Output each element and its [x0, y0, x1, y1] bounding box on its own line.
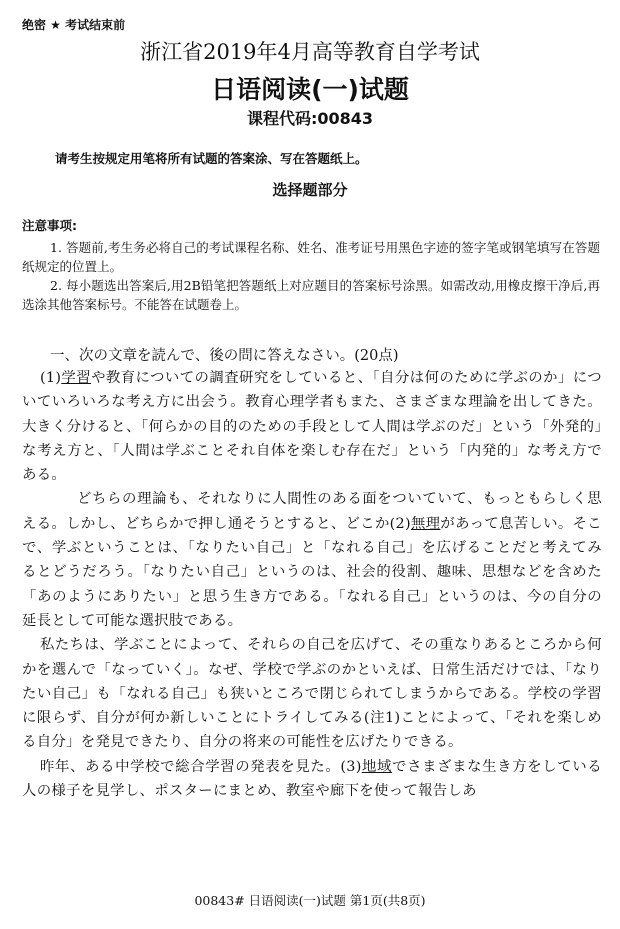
notice-item: 2. 每小题选出答案后,用2B铅笔把答题纸上对应题目的答案标号涂黑。如需改动,用橡皮擦干净后,再选涂其他答案标号。不能答在试题卷上。	[22, 278, 600, 312]
course-code: 课程代码:00843	[246, 109, 374, 128]
passage-paragraph-1	[22, 366, 602, 487]
secret-label: 绝密 ★ 考试结束前	[22, 18, 126, 32]
exam-title: 浙江省2019年4月高等教育自学考试	[140, 40, 480, 64]
notice-list	[22, 238, 600, 314]
passage-paragraph-2	[22, 487, 602, 633]
passage-paragraph-4	[22, 755, 602, 804]
underlined-word-2: 無理	[410, 515, 441, 532]
paragraph-1-text: や教育についての調査研究をしていると、「自分は何のために学ぶのか」についていろいろな考え方に出会う。教育心理学者もまた、さまざまな理論を出してきた。大きく分けると、「何らかの目的のための手段として人間は学ぶのだ」という「外発的」な考え方と、「人間は学ぶことそれ自体を楽しむ存在だ」という「内発的」な考え方である。	[22, 370, 602, 484]
notice-heading: 注意事项:	[22, 218, 77, 233]
underlined-word-1: 学習	[61, 370, 92, 386]
paragraph-4-text-b: でさまざまな生き方をしている人の様子を見学し、ポスターにまとめ、教室や廊下を使って報告しあ	[22, 758, 602, 800]
question-heading: 一、次の文章を読んで、後の問に答えなさい。(20点)	[50, 348, 399, 364]
page-footer: 00843# 日语阅读(一)试题 第1页(共8页)	[194, 893, 426, 908]
marker-1: (1)	[40, 370, 62, 386]
underlined-word-3: 地域	[361, 758, 393, 775]
paragraph-4-text-a: 昨年、ある中学校で総合学習の発表を見た。(3)	[40, 758, 362, 775]
notice-item: 1. 答题前,考生务必将自己的考试课程名称、姓名、准考证号用黑色字迹的签字笔或钢笔填写在答题纸规定的位置上。	[22, 240, 600, 274]
paragraph-2-text-a: どちらの理論も、それなりに人間性のある面をついていて、もっともらしく思える。しかし、どちらかで押し通そうとすると、どこか(2)	[22, 491, 602, 532]
section-title: 选择题部分	[272, 181, 348, 199]
paper-title: 日语阅读(一)试题	[211, 75, 409, 104]
instruction: 请考生按规定用笔将所有试题的答案涂、写在答题纸上。	[55, 151, 368, 166]
passage	[22, 366, 602, 803]
passage-paragraph-3: 私たちは、学ぶことによって、それらの自己を広げて、その重なりあるところから何かを選んで「なっていく」。なぜ、学校で学ぶのかといえば、日常生活だけでは、「なりたい自己」も「なれる自己」も狭いところで閉じられてしまうからである。学校の学習に限らず、自分が何か新しいことにトライしてみる(注1)ことによって、「それを楽しめる自分」を発見できたり、自分の将来の可能性を広げたりできる。	[22, 637, 602, 751]
paragraph-2-text-b: があって息苦しい。そこで、学ぶということは、「なりたい自己」と「なれる自己」を広げることだと考えてみるとどうだろう。「なりたい自己」というのは、社会的役割、趣味、思想などを含めた「あのようにありたい」と思う生き方である。「なれる自己」というのは、今の自分の延長として可能な選択肢である。	[22, 515, 602, 629]
